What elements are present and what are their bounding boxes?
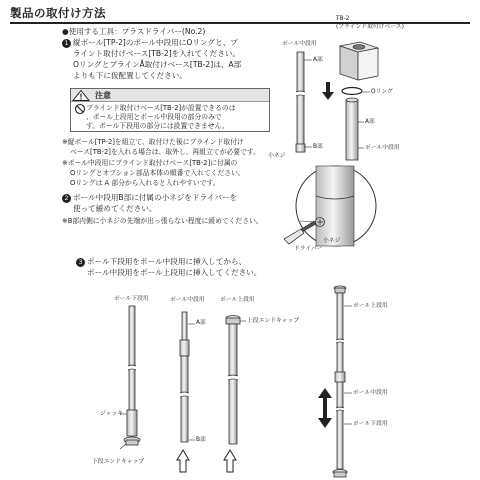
label-pole-up: ポール上段用 bbox=[220, 297, 255, 303]
step1-line-2: ライント取付けベース[TB-2]を入れてください。 bbox=[73, 49, 241, 58]
label-pole-mid-top: ポール中段用 bbox=[282, 41, 317, 47]
page-title: 製品の取付け方法 bbox=[10, 6, 106, 20]
upper-pole-illustration bbox=[226, 316, 246, 445]
down-arrow-icon bbox=[322, 82, 334, 100]
note1-line-4: Oリングとオプション部品本体の順番で入れてください。 bbox=[70, 169, 245, 177]
step2-number: 2 bbox=[62, 194, 71, 203]
label-pole-low: ポール下段用 bbox=[114, 296, 149, 302]
pole-mid-illustration bbox=[296, 52, 312, 152]
label-o-ring: Oリング bbox=[371, 89, 393, 95]
up-arrow-icon bbox=[224, 450, 236, 472]
label-driver: ドライバー bbox=[294, 246, 323, 252]
step3-number: 3 bbox=[76, 258, 85, 267]
step1-line-1: 1 縦ポール[TP-2]のポール中段用にOリングと、プ bbox=[62, 37, 238, 48]
step1-number: 1 bbox=[62, 39, 71, 48]
caution-line-1: ブラインド取付けベース[TB-2]が設置できるのは bbox=[86, 104, 236, 112]
screw-detail-illustration bbox=[284, 166, 376, 246]
step3-line-2: ポール中段用をポール上段用に挿入してください。 bbox=[87, 268, 262, 277]
step1-line-3: OリングとブラインÅ取付けベース[TB-2]は、A部 bbox=[73, 60, 242, 69]
step2-line-1: 2 ポール中段用B部に付属の小ネジをドライバーを bbox=[62, 192, 237, 203]
label-pole-mid-right: ポール中段用 bbox=[365, 145, 400, 151]
caution-title: 注意 bbox=[95, 91, 111, 100]
step1-line-4: よりも下に仮配置してください。 bbox=[73, 71, 187, 80]
caution-line-3: す。ポール下段用の部分には設置できません。 bbox=[86, 122, 229, 130]
label-small-screw-top: 小ネジ bbox=[268, 153, 286, 159]
note1-line-5: Oリングは A 部分から入れると入れやすいです。 bbox=[70, 179, 220, 187]
note1-line-2: ベース[TB-2]を入れる場合は、取外し、再組立てが必要です。 bbox=[70, 148, 260, 156]
step2-note: ※B部内側に小ネジの先端が出っ張らない程度に緩めてください。 bbox=[62, 217, 263, 225]
note1-line-1: ※縦ポール[TP-2]を組立て、取付けた後にブラインド取付け bbox=[62, 138, 244, 146]
lower-pole-illustration bbox=[120, 306, 140, 449]
label-jack: ジャッキ bbox=[100, 411, 124, 417]
label-upper-end-cap: 上段エンドキャップ bbox=[247, 318, 300, 324]
label-b-part-bottom: B部 bbox=[196, 437, 206, 443]
label-tb2-full: (ブラインド取付けベース) bbox=[336, 24, 404, 30]
label-b-part-top: B部 bbox=[313, 144, 323, 150]
label-pole-up-right: ポール上段用 bbox=[353, 303, 388, 309]
double-arrow-icon bbox=[318, 388, 332, 428]
note1-line-3: ※ポール中段用にブラインド取付けベース[TB-2]に付属の bbox=[62, 159, 238, 167]
step2-line-2: 使って緩めてください。 bbox=[73, 204, 157, 213]
label-small-screw-detail: 小ネジ bbox=[323, 238, 341, 244]
label-tb2: TB-2 bbox=[336, 16, 350, 22]
middle-pole-illustration bbox=[180, 312, 195, 442]
step3-line-1: 3 ポール下段用をポール中段用に挿入してから、 bbox=[76, 256, 246, 267]
label-a-part-top: A部 bbox=[313, 57, 323, 63]
caution-line-2: 、ポール上段用とポール中段用の部分のみで bbox=[86, 113, 222, 121]
label-pole-mid-bottom: ポール中段用 bbox=[170, 297, 205, 303]
tb2-base-illustration bbox=[340, 42, 378, 80]
label-a-part-bottom: A部 bbox=[196, 320, 206, 326]
assembled-pole-illustration bbox=[333, 286, 352, 477]
label-pole-mid-right-bottom: ポール中段用 bbox=[353, 390, 388, 396]
label-lower-end-cap: 下段エンドキャップ bbox=[92, 459, 145, 465]
up-arrow-icon bbox=[177, 450, 189, 472]
label-a-part-right: A部 bbox=[365, 119, 375, 125]
label-pole-low-right: ポール下段用 bbox=[353, 421, 388, 427]
tools-text: ●使用する工具：プラスドライバー(No.2) bbox=[62, 27, 206, 36]
pole-a-part-illustration bbox=[346, 98, 364, 160]
o-ring-illustration bbox=[342, 88, 362, 95]
